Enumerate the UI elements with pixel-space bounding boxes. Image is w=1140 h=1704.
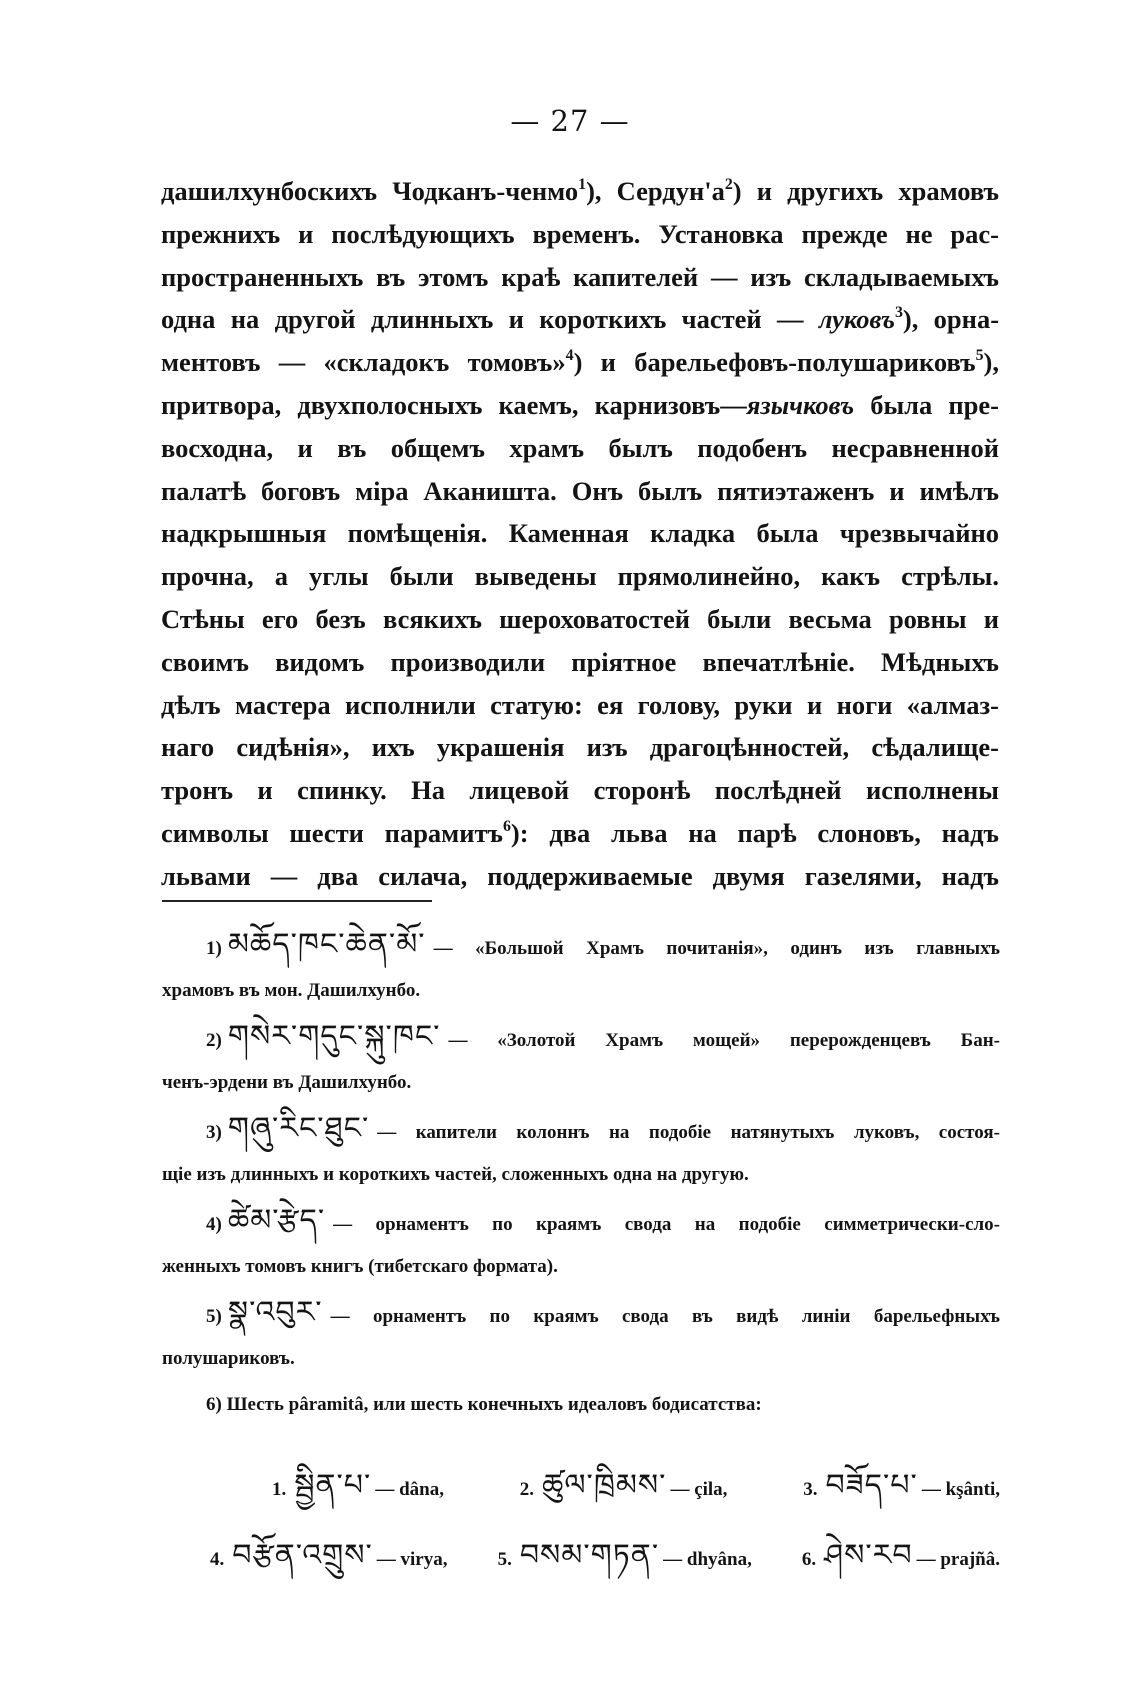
tibetan-term: བརྩོན་འགྲུས་ — [232, 1538, 373, 1573]
text-line: тронъ и спинку. На лицевой сторонѣ послѣдней исполнены — [161, 775, 999, 806]
footnote-number: 5) — [206, 1306, 222, 1327]
footnote-6 — [162, 1382, 1000, 1428]
tibetan-term: སྣ་འབུར་ — [227, 1295, 323, 1330]
text-line: Стѣны его безъ всякихъ шероховатостей были весьма ровны и — [161, 603, 999, 634]
footnote-text: — «Большой Храмъ почитанія», одинъ изъ главныхъ — [433, 938, 1000, 959]
text-line: своимъ видомъ производили пріятное впечатлѣніе. Мѣдныхъ — [161, 646, 999, 677]
paramita-item: 1. སྦྱིན་པ་ — dâna, — [272, 1468, 444, 1503]
paramita-item: 2. ཚུལ་ཁྲིམས་ — çila, — [519, 1468, 728, 1503]
tibetan-term: གཞུ་རིང་ཐུང་ — [227, 1111, 370, 1146]
footnote-number: 3) — [206, 1122, 222, 1143]
paramita-item: 5. བསམ་གཏན་ — dhyâna, — [497, 1538, 752, 1573]
footnote-2 — [162, 1014, 1000, 1106]
footnote-divider — [162, 900, 432, 902]
footnote-5 — [162, 1290, 1000, 1382]
footnote-4 — [162, 1198, 1000, 1290]
text-line: прочна, а углы были выведены прямолинейно, какъ стрѣлы. — [161, 561, 999, 592]
paramita-item: 4. བརྩོན་འགྲུས་ — virya, — [210, 1538, 448, 1573]
tibetan-term: གསེར་གདུང་སྐུ་ཁང་ — [227, 1019, 441, 1054]
text-line: палатѣ боговъ міра Аканишта. Онъ былъ пятиэтаженъ и имѣлъ — [161, 475, 999, 506]
footnote-number: 4) — [206, 1214, 222, 1235]
text-line: наго сидѣнія», ихъ украшенія изъ драгоцѣнностей, сѣдалище- — [161, 732, 999, 763]
footnote-continuation: ченъ-эрдени въ Дашилхунбо. — [162, 1072, 412, 1093]
tibetan-term: ཚེམ་རྩེད་ — [227, 1203, 326, 1238]
text-line: одна на другой длинныхъ и короткихъ частей — луковъ$^3$), орна- — [161, 304, 1000, 335]
text-line: дѣлъ мастера исполнили статую: ея голову, руки и ноги «алмаз- — [161, 689, 999, 720]
tibetan-term: ཤེས་རབ — [824, 1538, 913, 1573]
text-line: восходна, и въ общемъ храмъ былъ подобенъ несравненной — [161, 432, 999, 463]
text-line: притвора, двухполосныхъ каемъ, карнизовъ—язычковъ была пре- — [161, 389, 999, 420]
footnote-number: 2) — [206, 1030, 222, 1051]
footnote-number: 1) — [206, 938, 222, 959]
page-number: — 27 — — [510, 104, 630, 138]
main-text — [161, 170, 999, 898]
footnote-continuation: женныхъ томовъ книгъ (тибетскаго формата). — [162, 1256, 558, 1277]
text-line: дашилхунбоскихъ Чодканъ-ченмо$^1$), $Сердун'а^2$) и другихъ храмовъ — [161, 175, 999, 206]
tibetan-term: བསམ་གཏན་ — [519, 1538, 660, 1573]
footnote-text: 6) Шесть pâramitâ, или шесть конечныхъ идеаловъ бодисатства: — [206, 1394, 762, 1415]
tibetan-term: མཆོད་ཁང་ཆེན་མོ་ — [227, 927, 426, 962]
footnote-text: — орнаментъ по краямъ свода въ видѣ линіи барельефныхъ — [330, 1306, 1000, 1327]
text-line: львами — два силача, поддерживаемые двумя газелями, надъ — [161, 860, 999, 891]
footnote-continuation: полушариковъ. — [162, 1348, 295, 1369]
text-line: прежнихъ и послѣдующихъ временъ. Установка прежде не рас- — [161, 218, 999, 249]
paramita-item: 6. ཤེས་རབ — prajñâ. — [801, 1538, 1000, 1573]
paramita-item: 3. བཟོད་པ་ — kşânti, — [803, 1468, 1000, 1503]
tibetan-term: སྦྱིན་པ་ — [294, 1468, 372, 1503]
text-line: ментовъ — «складокъ томовъ»$^4$) и барельефовъ-полушариковъ$^5$), — [161, 347, 999, 378]
footnote-text: — капители колоннъ на подобіе натянутыхъ луковъ, состоя- — [377, 1122, 1000, 1143]
footnote-1 — [162, 922, 1000, 1014]
footnote-continuation: храмовъ въ мон. Дашилхунбо. — [162, 980, 421, 1001]
text-line: символы шести парамитъ$^6$): два льва на парѣ слоновъ, надъ — [161, 817, 999, 848]
footnote-continuation: щіе изъ длинныхъ и короткихъ частей, сложенныхъ одна на другую. — [162, 1164, 749, 1185]
footnote-text: — орнаментъ по краямъ свода на подобіе симметрически-сло- — [333, 1214, 1000, 1235]
tibetan-term: བཟོད་པ་ — [825, 1468, 918, 1503]
text-line: пространенныхъ въ этомъ краѣ капителей — изъ складываемыхъ — [161, 261, 999, 292]
footnote-3 — [162, 1106, 1000, 1198]
footnote-text: — «Золотой Храмъ мощей» перерожденцевъ Бан- — [448, 1030, 1000, 1051]
text-line: надкрышныя помѣщенія. Каменная кладка была чрезвычайно — [161, 518, 999, 549]
paramita-row — [162, 1522, 1000, 1606]
tibetan-term: ཚུལ་ཁྲིམས་ — [541, 1468, 667, 1503]
